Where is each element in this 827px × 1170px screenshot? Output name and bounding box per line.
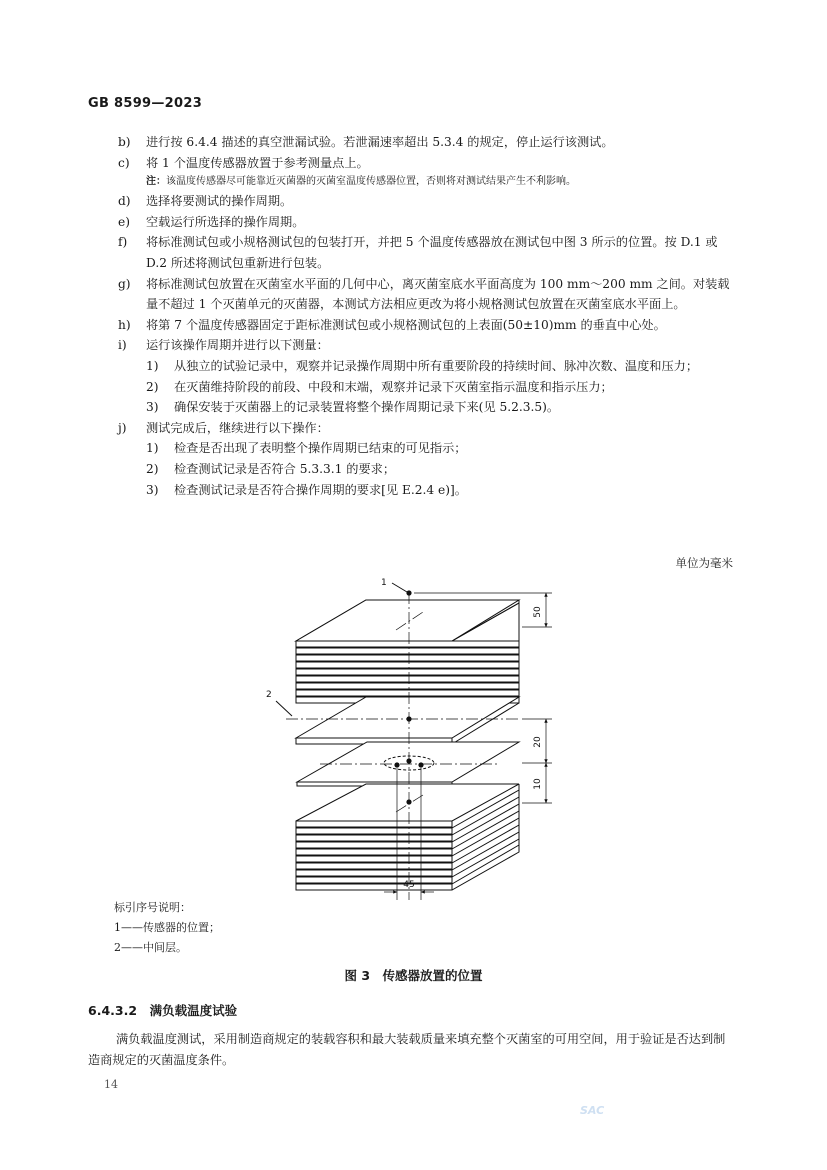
- figure-legend: [114, 898, 220, 958]
- step-marker: c): [118, 155, 130, 170]
- top-fabric-stack: [296, 600, 519, 703]
- figure-caption: 图 3 传感器放置的位置: [344, 968, 483, 983]
- sac-watermark: SAC: [580, 1104, 605, 1117]
- substep-text: 确保安装于灭菌器上的记录装置将整个操作周期记录下来(见 5.2.3.5)。: [174, 400, 560, 415]
- step-marker: e): [118, 214, 130, 229]
- step-marker: h): [118, 317, 131, 332]
- dim-mid: 20: [533, 736, 543, 748]
- note-label: 注：: [146, 176, 166, 188]
- step-text: 将标准测试包或小规格测试包的包装打开，并把 5 个温度传感器放在测试包中图 3 所示的位置。按 D.1 或 D.2 所述将测试包重新进行包装。: [146, 235, 718, 270]
- substep-marker: 1): [146, 358, 159, 373]
- section-number: 6.4.3.2: [88, 1003, 138, 1018]
- substep-marker: 3): [146, 400, 159, 415]
- legend-item: 1——传感器的位置；: [114, 921, 220, 934]
- legend-item: 2——中间层。: [114, 941, 187, 954]
- substep-text: 检查测试记录是否符合操作周期的要求[见 E.2.4 e)]。: [174, 482, 467, 497]
- standard-header: GB 8599—2023: [88, 96, 203, 111]
- section-heading: [88, 1001, 237, 1019]
- page-number: 14: [104, 1078, 118, 1091]
- step-marker: i): [118, 338, 127, 353]
- note-text: 该温度传感器尽可能靠近灭菌器的灭菌室温度传感器位置，否则将对测试结果产生不利影响。: [166, 176, 576, 188]
- step-marker: b): [118, 135, 131, 149]
- callout-2-leader: [276, 701, 292, 716]
- dim-low: 10: [533, 778, 543, 790]
- step-text: 进行按 6.4.4 描述的真空泄漏试验。若泄漏速率超出 5.3.4 的规定，停止运行该测试。: [146, 135, 614, 149]
- step-marker: j): [118, 420, 127, 435]
- substep-text: 检查是否出现了表明整个操作周期已结束的可见指示；: [174, 441, 467, 456]
- dim-width: 45: [403, 880, 415, 890]
- step-text: 将第 7 个温度传感器固定于距标准测试包或小规格测试包的上表面(50±10)mm 的垂直中心处。: [146, 317, 666, 332]
- substep-marker: 1): [146, 441, 159, 456]
- step-text: 运行该操作周期并进行以下测量：: [146, 338, 329, 353]
- substep-marker: 2): [146, 379, 159, 394]
- section-title: 满负载温度试验: [149, 1003, 238, 1018]
- callout-1: 1: [381, 578, 387, 588]
- step-marker: g): [118, 276, 131, 291]
- substep-text: 在灭菌维持阶段的前段、中段和末端，观察并记录下灭菌室指示温度和指示压力；: [174, 379, 613, 394]
- dim-top: 50: [533, 606, 543, 618]
- step-marker: d): [118, 194, 131, 209]
- step-marker: f): [118, 235, 128, 250]
- substep-text: 从独立的试验记录中，观察并记录操作周期中所有重要阶段的持续时间、脉冲次数、温度和压力；: [174, 358, 699, 373]
- step-text: 选择将要测试的操作周期。: [146, 194, 293, 209]
- substep-marker: 2): [146, 461, 159, 476]
- step-text: 空载运行所选择的操作周期。: [146, 214, 305, 229]
- unit-note: 单位为毫米: [675, 556, 733, 570]
- step-text: 测试完成后，继续进行以下操作：: [146, 420, 329, 435]
- substep-marker: 3): [146, 482, 159, 497]
- substep-text: 检查测试记录是否符合 5.3.3.1 的要求；: [174, 461, 396, 476]
- step-text: 将 1 个温度传感器放置于参考测量点上。: [146, 155, 369, 170]
- body-paragraph: 满负载温度测试，采用制造商规定的装载容积和最大装载质量来填充整个灭菌室的可用空间，用于验证是否达到制造商规定的灭菌温度条件。: [88, 1032, 726, 1067]
- legend-title: 标引序号说明：: [114, 901, 191, 914]
- callout-2: 2: [266, 690, 272, 700]
- step-text: 将标准测试包放置在灭菌室水平面的几何中心，离灭菌室底水平面高度为 100 mm～200 mm 之间。对装载量不超过 1 个灭菌单元的灭菌器，本测试方法相应更改为将小规格测试包放置在灭菌室底水平面上。: [146, 276, 730, 312]
- callout-1-leader: [392, 583, 407, 592]
